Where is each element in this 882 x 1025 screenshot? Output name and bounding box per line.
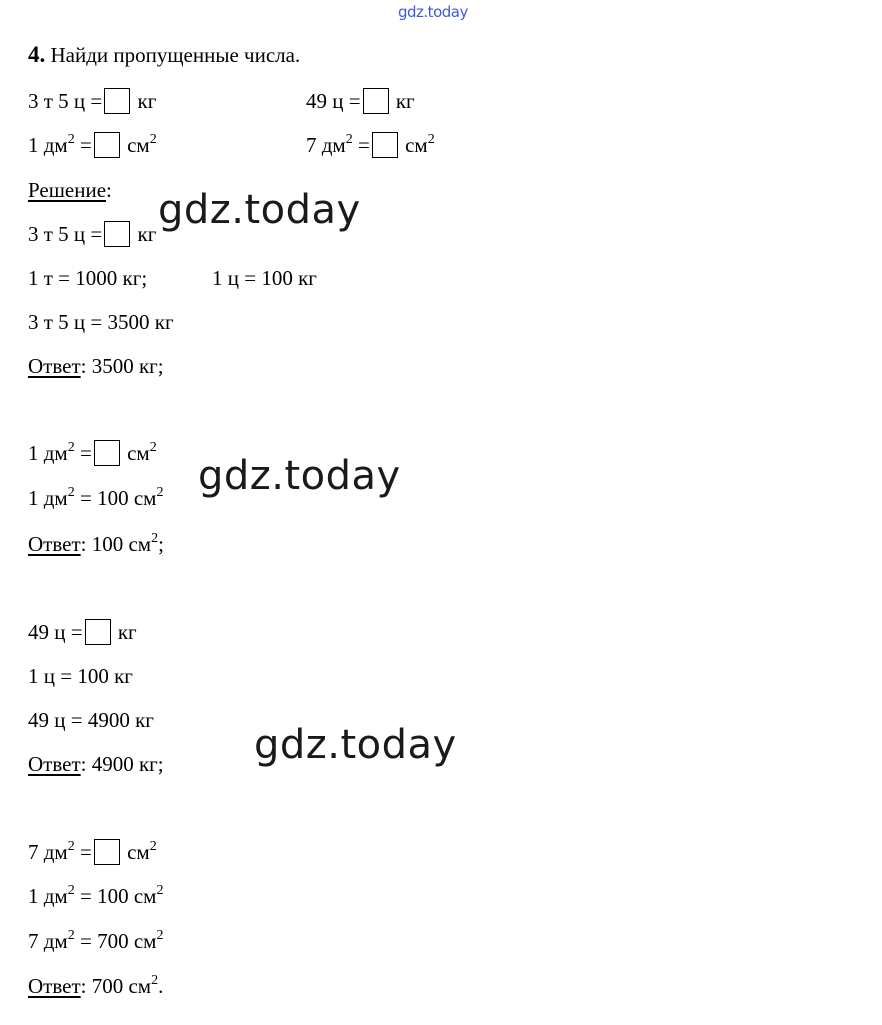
s1-line-1b [212,265,317,291]
s4-question [28,839,157,865]
s3-line-2 [28,707,154,733]
superscript: 2 [156,485,164,500]
s3-conversion: 1 ц = 100 кг [28,664,133,688]
superscript: 2 [149,440,157,455]
problem-4 [306,132,435,158]
answer-box [104,88,130,114]
s4-line-1-right: = 100 см [74,884,157,908]
answer-label: Ответ [28,752,81,776]
s2-question-unit: см [127,441,150,465]
s1-line-2 [28,309,174,335]
answer-box [363,88,389,114]
superscript: 2 [67,839,75,854]
solution-label: Решение [28,178,107,202]
superscript: 2 [156,883,164,898]
answer-box [94,839,120,865]
answer-box [372,132,398,158]
s2-question [28,440,157,466]
s2-line-1 [28,485,163,511]
s4-line-1-left: 1 дм [28,884,68,908]
superscript: 2 [67,132,75,147]
superscript: 2 [156,928,164,943]
watermark: gdz.today [254,722,457,768]
s4-line-2-left: 7 дм [28,929,68,953]
s1-answer [28,353,164,379]
s4-line-2 [28,928,163,954]
problem-2 [306,88,415,114]
s3-answer-value: : 4900 кг; [80,752,164,776]
problem-2-left: 49 ц = [306,89,361,113]
problem-3 [28,132,157,158]
superscript: 2 [151,531,159,546]
watermark-top: gdz.today [398,3,468,21]
s3-question-unit: кг [117,620,137,644]
watermark: gdz.today [158,187,361,233]
s4-answer-value: : 700 см [80,974,152,998]
s1-result: 3 т 5 ц = 3500 кг [28,310,174,334]
s1-question-left: 3 т 5 ц = [28,222,103,246]
s4-answer [28,973,163,999]
s3-line-1 [28,663,133,689]
task-heading [28,42,300,68]
superscript: 2 [345,132,353,147]
s1-conversion-c: 1 ц = 100 кг [212,266,317,290]
superscript: 2 [151,973,159,988]
equals: = [79,441,92,465]
equals: = [357,133,370,157]
problem-3-left: 1 дм [28,133,68,157]
superscript: 2 [67,485,75,500]
problem-2-unit: кг [395,89,415,113]
answer-box [94,440,120,466]
problem-3-unit: см [127,133,150,157]
problem-1-unit: кг [137,89,157,113]
answer-box [104,221,130,247]
colon: : [106,178,112,202]
superscript: 2 [67,883,75,898]
s2-answer [28,531,164,557]
problem-1-left: 3 т 5 ц = [28,89,103,113]
s4-line-2-right: = 700 см [74,929,157,953]
answer-box [85,619,111,645]
s4-question-unit: см [127,840,150,864]
answer-label: Ответ [28,354,81,378]
equals: = [79,840,92,864]
problem-4-left: 7 дм [306,133,346,157]
task-number: 4. [28,42,46,67]
s3-answer [28,751,164,777]
task-title: Найди пропущенные числа. [50,43,301,67]
s1-question-unit: кг [137,222,157,246]
s4-line-1 [28,883,163,909]
answer-label: Ответ [28,532,81,556]
s1-answer-value: : 3500 кг; [80,354,164,378]
s1-line-1 [28,265,147,291]
s4-answer-punct: . [158,974,164,998]
s1-conversion-t: 1 т = 1000 кг; [28,266,148,290]
problem-4-unit: см [405,133,428,157]
s3-result: 49 ц = 4900 кг [28,708,154,732]
watermark: gdz.today [198,453,401,499]
solution-heading [28,177,112,203]
s4-question-left: 7 дм [28,840,68,864]
problem-1 [28,88,156,114]
s2-line-1-right: = 100 см [74,486,157,510]
s2-question-left: 1 дм [28,441,68,465]
s2-answer-punct: ; [158,532,164,556]
s1-question [28,221,156,247]
superscript: 2 [149,839,157,854]
s3-question-left: 49 ц = [28,620,83,644]
answer-box [94,132,120,158]
answer-label: Ответ [28,974,81,998]
superscript: 2 [67,440,75,455]
s3-question [28,619,137,645]
s2-answer-value: : 100 см [80,532,152,556]
superscript: 2 [67,928,75,943]
s2-line-1-left: 1 дм [28,486,68,510]
superscript: 2 [149,132,157,147]
equals: = [79,133,92,157]
superscript: 2 [427,132,435,147]
